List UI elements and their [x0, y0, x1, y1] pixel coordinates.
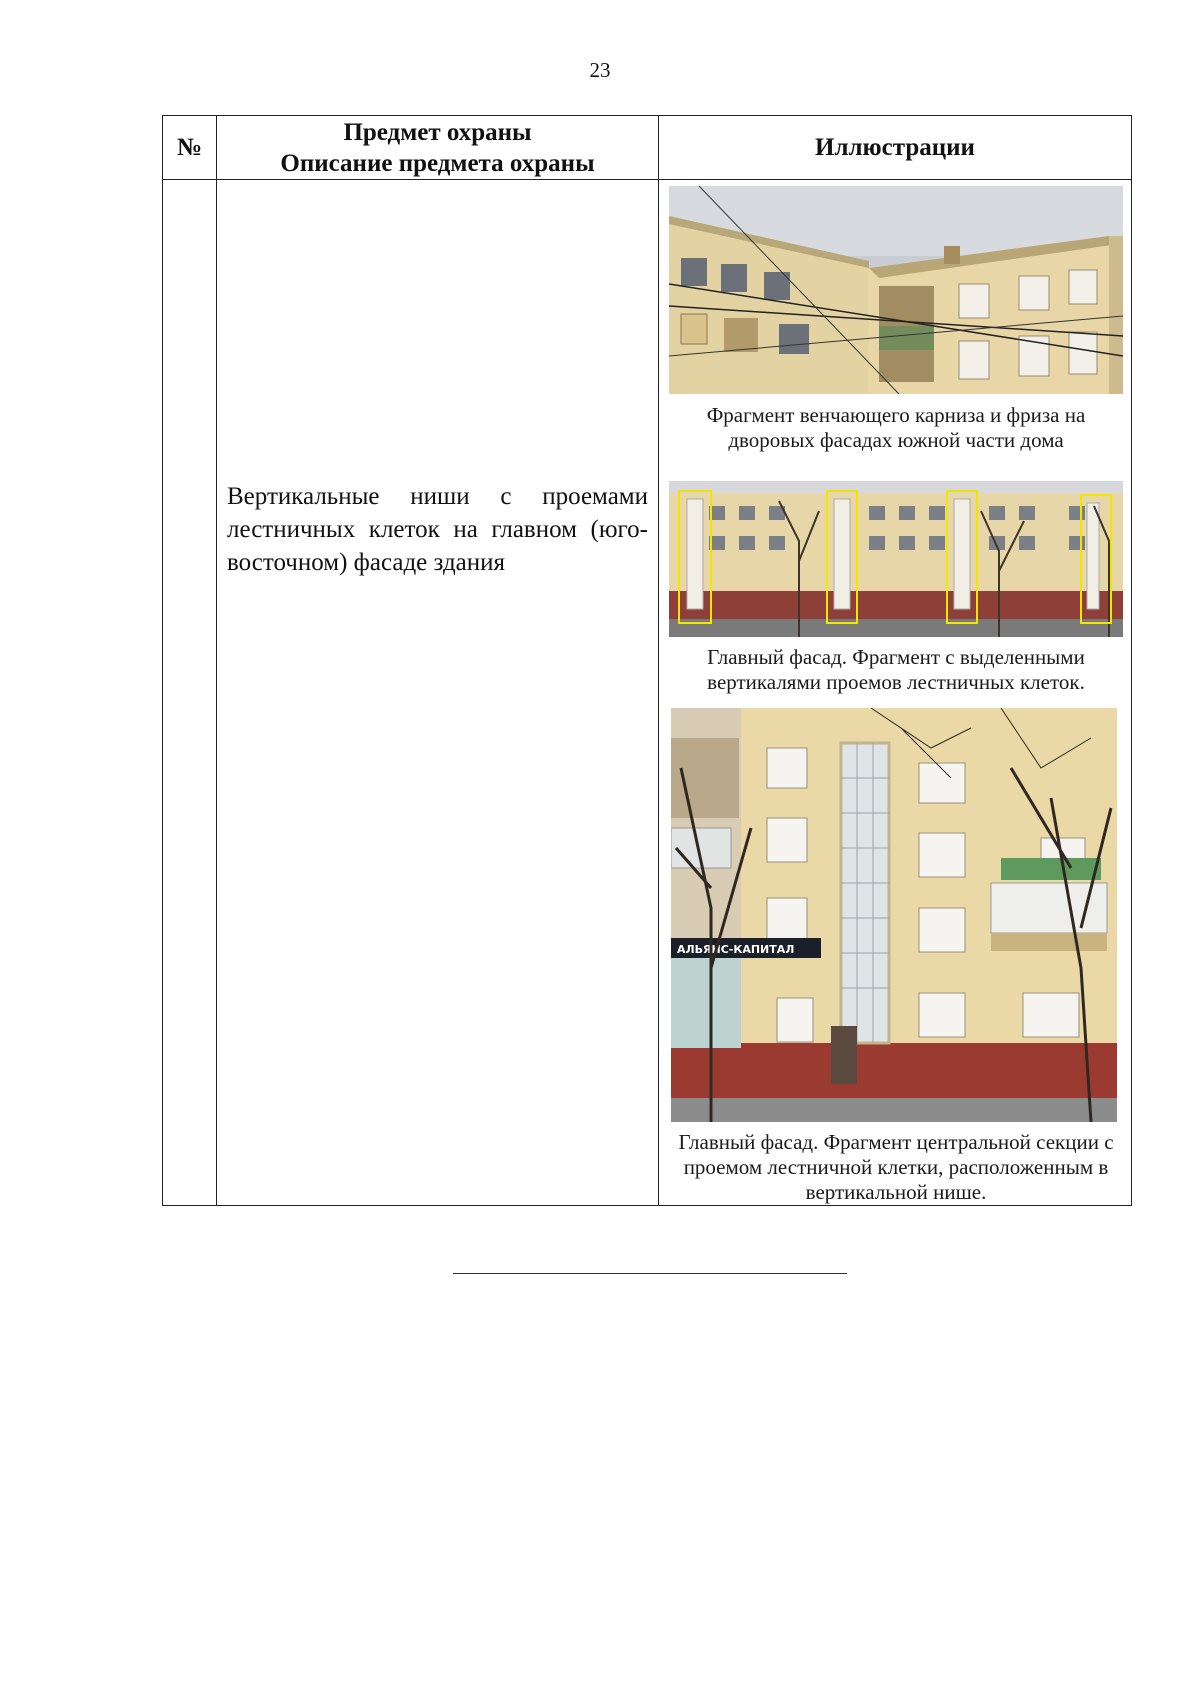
row-number-cell [163, 180, 217, 1206]
row-description-cell [217, 180, 659, 1206]
figure-2 [669, 481, 1123, 695]
figure-1 [669, 186, 1123, 453]
protection-subject-table [162, 115, 1132, 1206]
shop-sign-text: АЛЬЯНС-КАПИТАЛ [677, 943, 795, 956]
row-illustrations-cell [659, 180, 1132, 1206]
figure-1-caption: Фрагмент венчающего карниза и фриза на дворовых фасадах южной части дома [706, 403, 1086, 452]
table-header-row [163, 116, 1132, 180]
header-subject-description: Описание предмета охраны [280, 149, 595, 177]
photo-central-section [671, 708, 1117, 1122]
page-number: 23 [589, 58, 611, 82]
photo-courtyard-cornice [669, 186, 1123, 394]
table-row [163, 180, 1132, 1206]
header-illustrations: Иллюстрации [659, 116, 1132, 180]
photo-main-facade-highlighted [669, 481, 1123, 637]
protection-subject-description: Вертикальные ниши с проемами лестничных клеток на главном (юго-восточном) фасаде здания [227, 483, 648, 576]
figure-2-caption: Главный фасад. Фрагмент с выделенными вертикалями проемов лестничных клеток. [707, 645, 1085, 694]
header-subject-title: Предмет охраны [343, 118, 532, 146]
figure-3 [669, 708, 1123, 1205]
header-subject [217, 116, 659, 180]
end-separator-line [453, 1273, 847, 1274]
header-number: № [163, 116, 217, 180]
figure-3-caption: Главный фасад. Фрагмент центральной секции с проемом лестничной клетки, расположенным в вертикальной нише. [678, 1130, 1114, 1204]
